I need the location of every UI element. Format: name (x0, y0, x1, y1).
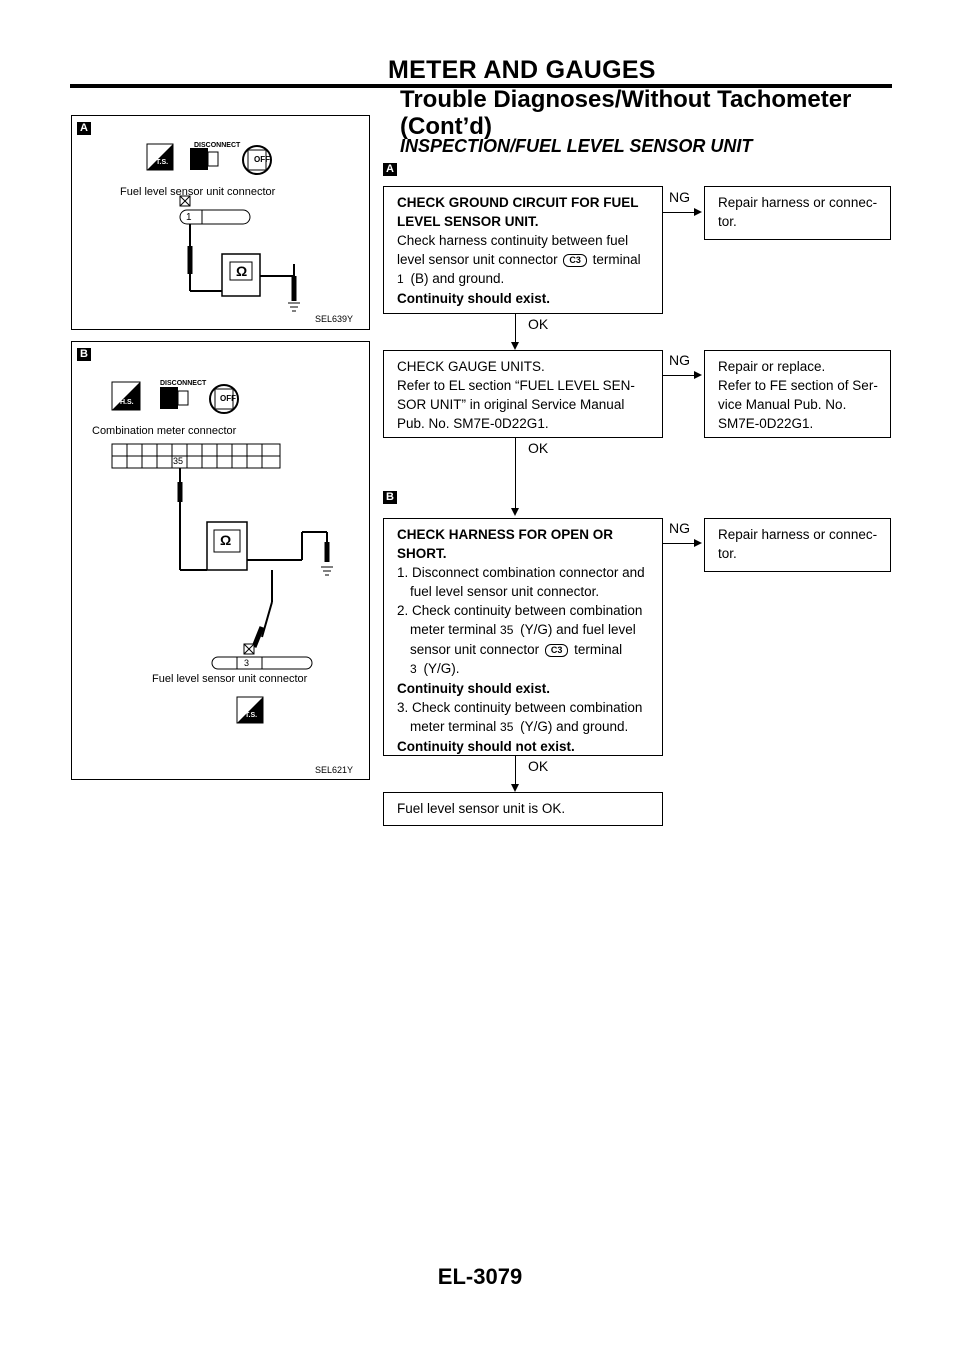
step2-ng-box (704, 350, 891, 438)
step1-ok-arrow (511, 342, 519, 350)
step3-item3-a: 3. Check continuity between combination (397, 700, 643, 715)
step3-item2-a: 2. Check continuity between combination (397, 603, 643, 618)
step3-result-1: Continuity should exist. (397, 681, 551, 696)
marker-a-flow: A (383, 163, 397, 176)
step1-result: Continuity should exist. (397, 291, 551, 306)
step2-line-3: SOR UNIT” in original Service Manual (397, 397, 625, 412)
step3-ng-box (704, 518, 891, 572)
step2-ng-text-4: SM7E-0D22G1. (718, 416, 814, 431)
connector-c3-tag-2: C3 (545, 644, 569, 657)
marker-b-diagram: B (77, 348, 91, 361)
step3-box (383, 518, 663, 756)
marker-a: A (77, 122, 91, 135)
page-section-title: METER AND GAUGES (388, 56, 656, 84)
subtitle-line-1: Trouble Diagnoses/Without Tachometer (400, 86, 852, 113)
diagram-a (71, 115, 370, 330)
step3-ok-line (515, 756, 516, 786)
terminal-1-label: 1 (186, 212, 192, 223)
terminal-3-ref: 3 (410, 662, 417, 676)
step1-line-3 (397, 269, 652, 289)
step3-item3-b-pre: meter terminal (410, 719, 497, 734)
step1-ng-arrow (694, 208, 702, 216)
step2-ng-text-2: Refer to FE section of Ser- (718, 378, 878, 393)
diagram-b (71, 341, 370, 780)
step1-line-2 (397, 250, 652, 269)
diagram-b-code: SEL621Y (315, 765, 354, 775)
step1-ok-label: OK (528, 316, 549, 332)
step2-ng-text-1: Repair or replace. (718, 359, 826, 374)
diagram-b-drawing (72, 342, 371, 781)
step1-ng-line (663, 212, 695, 213)
terminal-3-label: 3 (244, 658, 250, 668)
connector-label: Fuel level sensor unit connector (120, 186, 276, 198)
off-label: OFF (254, 155, 270, 164)
step3-ng-label: NG (669, 520, 690, 536)
step1-heading-2: LEVEL SENSOR UNIT. (397, 214, 539, 229)
step3-ng-arrow (694, 539, 702, 547)
step1-ng-text-2: tor. (718, 214, 737, 229)
step1-line-1: Check harness continuity between fuel (397, 233, 629, 248)
step3-item2-c-pre: sensor unit connector (410, 642, 540, 657)
step1-line-3-text: (B) and ground. (410, 271, 505, 286)
step3-item2-d (397, 659, 652, 679)
final-box (383, 792, 663, 826)
step3-item2-d-post: (Y/G). (423, 661, 460, 676)
step2-line-1: CHECK GAUGE UNITS. (397, 359, 545, 374)
marker-b-flow: B (383, 491, 397, 504)
step1-ng-label: NG (669, 189, 690, 205)
inspection-title: INSPECTION/FUEL LEVEL SENSOR UNIT (400, 136, 753, 156)
fuel-sensor-connector-label: Fuel level sensor unit connector (152, 673, 308, 685)
step1-line-2-terminal: terminal (592, 252, 641, 267)
disconnect-label-b: DISCONNECT (160, 380, 207, 387)
step2-line-2: Refer to EL section “FUEL LEVEL SEN- (397, 378, 635, 393)
step2-ok-line (515, 438, 516, 510)
step3-item1-b: fuel level sensor unit connector. (410, 584, 600, 599)
step3-ng-line (663, 543, 695, 544)
step3-item2-b-pre: meter terminal (410, 622, 497, 637)
ts-label-b: T.S. (245, 712, 258, 719)
step3-item2-c-post: terminal (574, 642, 623, 657)
combination-connector-label: Combination meter connector (92, 425, 237, 437)
terminal-35-ref: 35 (500, 623, 514, 637)
ohm-symbol-b: Ω (220, 532, 232, 548)
step2-ng-line (663, 375, 695, 376)
step1-heading-1: CHECK GROUND CIRCUIT FOR FUEL (397, 195, 639, 210)
terminal-35-ref-2: 35 (500, 720, 514, 734)
step3-item2-b-post: (Y/G) and fuel level (520, 622, 636, 637)
step3-item2-c (397, 640, 652, 659)
step3-item2-b (397, 620, 652, 640)
step2-ok-arrow (511, 508, 519, 516)
step3-ng-text-1: Repair harness or connec- (718, 527, 878, 542)
page-number: EL-3079 (437, 1264, 523, 1289)
step1-ng-box (704, 186, 891, 240)
step3-heading-1: CHECK HARNESS FOR OPEN OR (397, 527, 614, 542)
step2-ok-label: OK (528, 440, 549, 456)
ohm-symbol: Ω (236, 263, 248, 279)
connector-c3-tag: C3 (563, 254, 587, 267)
step2-box (383, 350, 663, 438)
step3-ng-text-2: tor. (718, 546, 737, 561)
step1-line-2-text: level sensor unit connector (397, 252, 558, 267)
step3-item3-b-post: (Y/G) and ground. (520, 719, 629, 734)
step1-ng-text-1: Repair harness or connec- (718, 195, 878, 210)
ts-label: T.S. (156, 159, 169, 166)
off-label-b: OFF (220, 394, 236, 403)
step1-ok-line (515, 314, 516, 344)
step3-ok-arrow (511, 784, 519, 792)
step2-ng-text-3: vice Manual Pub. No. (718, 397, 847, 412)
hs-label: H.S. (120, 399, 134, 406)
step3-ok-label: OK (528, 758, 549, 774)
step1-box (383, 186, 663, 314)
diagram-a-code: SEL639Y (315, 314, 354, 324)
final-text: Fuel level sensor unit is OK. (397, 801, 566, 816)
step3-heading-2: SHORT. (397, 546, 447, 561)
step3-item3-b (397, 717, 652, 737)
terminal-35-label: 35 (173, 456, 184, 466)
subtitle-line-2: (Cont’d) (400, 113, 492, 140)
step2-ng-label: NG (669, 352, 690, 368)
step2-line-4: Pub. No. SM7E-0D22G1. (397, 416, 549, 431)
step3-item1-a: 1. Disconnect combination connector and (397, 565, 645, 580)
terminal-1-ref: 1 (397, 272, 404, 286)
step3-result-2: Continuity should not exist. (397, 739, 575, 754)
step2-ng-arrow (694, 371, 702, 379)
page-subtitle (400, 86, 851, 140)
disconnect-label: DISCONNECT (194, 142, 241, 149)
